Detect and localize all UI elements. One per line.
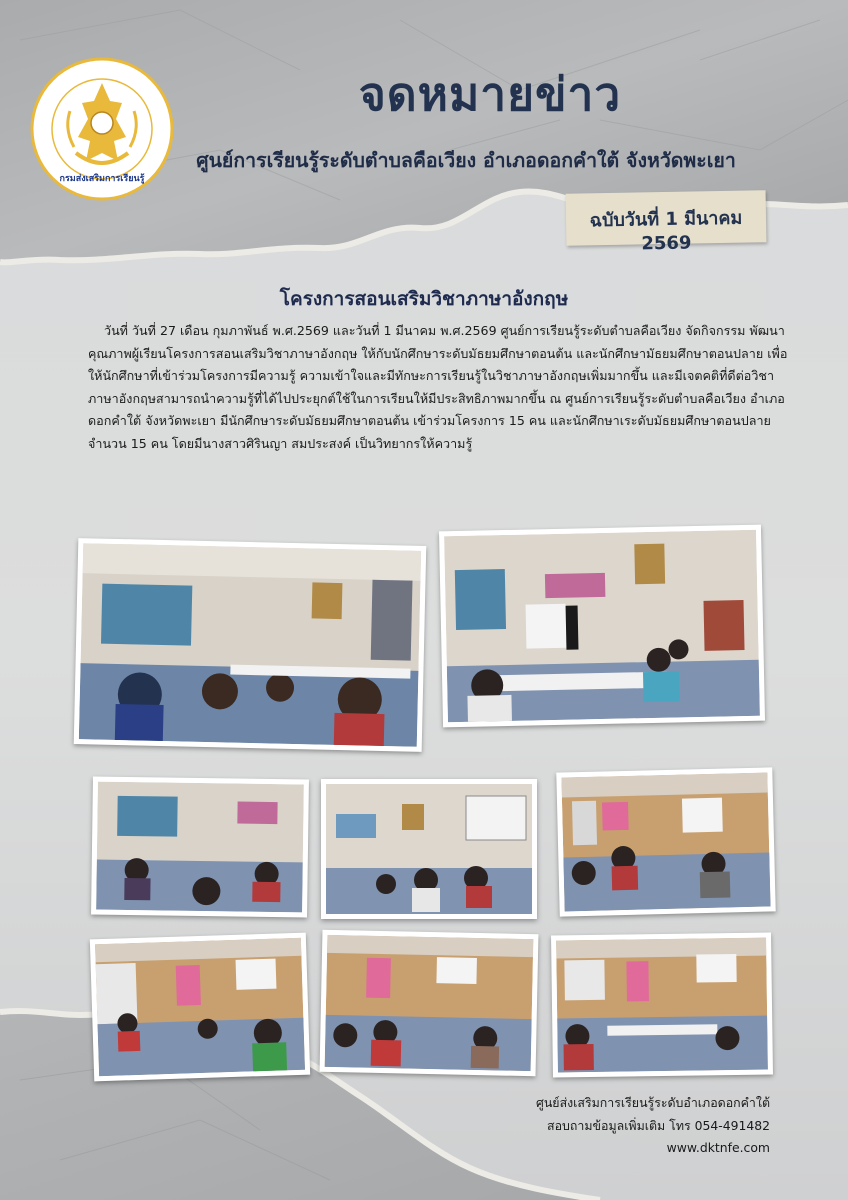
event-photo-1 xyxy=(74,538,427,752)
event-photo-8 xyxy=(551,932,773,1077)
event-photo-7 xyxy=(320,930,539,1076)
issue-date: ฉบับวันที่ 1 มีนาคม 2569 xyxy=(589,207,743,255)
website-link[interactable]: www.dktnfe.com xyxy=(666,1140,770,1155)
article-title: โครงการสอนเสริมวิชาภาษาอังกฤษ xyxy=(279,288,569,310)
contact-phone: สอบถามข้อมูลเพิ่มเติม โทร 054-491482 xyxy=(547,1117,770,1133)
issue-date-tag xyxy=(566,190,767,255)
learning-center-name: ศูนย์การเรียนรู้ระดับตำบลคือเวียง อำเภอดอกคำใต้ จังหวัดพะเยา xyxy=(196,149,736,172)
newsletter-title: จดหมายข่าว xyxy=(358,67,622,121)
event-photo-5 xyxy=(556,767,775,916)
logo-text: กรมส่งเสริมการเรียนรู้ xyxy=(59,174,145,184)
contact-footer xyxy=(536,1092,770,1160)
department-logo-seal xyxy=(30,57,174,201)
event-photo-6 xyxy=(90,933,310,1082)
event-photo-2 xyxy=(439,525,765,728)
office-name: ศูนย์ส่งเสริมการเรียนรู้ระดับอำเภอดอกคำใต้ xyxy=(535,1095,770,1110)
article-body: วันที่ วันที่ 27 เดือน กุมภาพันธ์ พ.ศ.2569 และวันที่ 1 มีนาคม พ.ศ.2569 ศูนย์การเรียนรู้ระดับตำบลคือเวียง จัดกิจกรรม พัฒนาคุณภาพผู้เรียนโครงการสอนเสริมวิชาภาษาอังกฤษ ให้กับนักศึกษาระดับมัธยมศึกษาตอนต้น และนักศึกษามัธยมศึกษาตอนปลาย เพื่อให้นักศึกษาที่เข้าร่วมโครงการมีความรู้ ความเข้าใจและมีทักษะการเรียนรู้ในวิชาภาษาอังกฤษเพิ่มมากขึ้น และมีเจตคติที่ดีต่อวิชาภาษาอังกฤษสามารถนำความรู้ที่ได้ไปประยุกต์ใช้ในการเรียนให้มีประสิทธิภาพมากขึ้น ณ ศูนย์การเรียนรู้ระดับตำบลคือเวียง อำเภอดอกคำใต้ จังหวัดพะเยา มีนักศึกษาระดับมัธยมศึกษาตอนต้น เข้าร่วมโครงการ 15 คน และนักศึกษาเระดับมัธยมศึกษาตอนปลาย จำนวน 15 คน โดยมีนางสาวศิรินญา สมประสงค์ เป็นวิทยากรให้ความรู้ xyxy=(88,323,788,451)
event-photo-4 xyxy=(321,779,537,919)
event-photo-3 xyxy=(91,776,309,917)
